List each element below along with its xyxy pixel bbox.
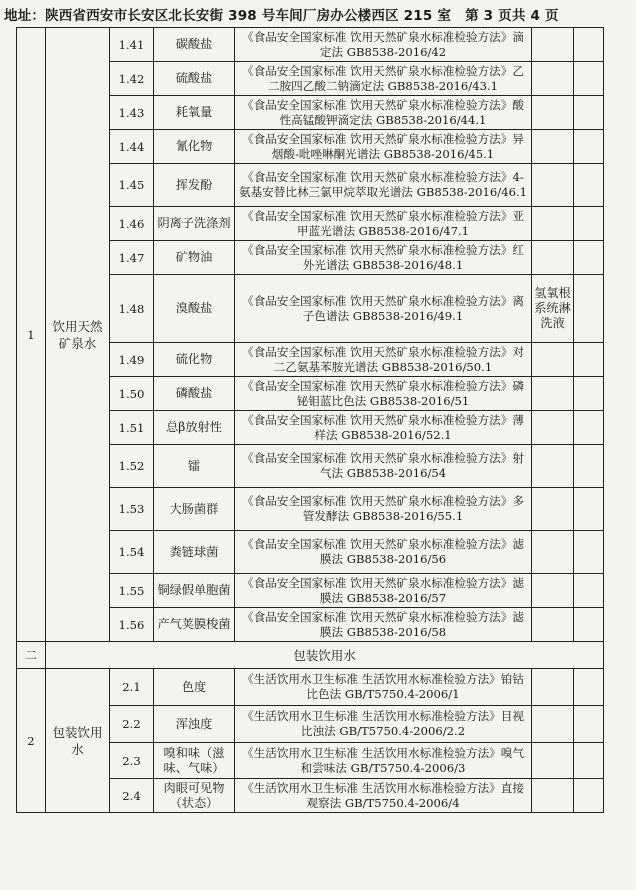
note-cell [532,488,574,531]
blank-cell [574,377,604,411]
blank-cell [574,531,604,574]
item-id: 1.42 [110,62,154,96]
section-number: 1 [17,28,46,642]
parameter-name: 嗅和味（滋味、气味） [154,743,235,779]
item-id: 2.2 [110,706,154,743]
section-number: 二 [17,642,46,669]
note-cell [532,531,574,574]
item-id: 1.44 [110,130,154,164]
blank-cell [574,96,604,130]
table-row [17,28,604,62]
parameter-name: 硫酸盐 [154,62,235,96]
blank-cell [574,164,604,207]
parameter-name: 粪链球菌 [154,531,235,574]
table-row [17,669,604,706]
item-id: 1.49 [110,343,154,377]
parameter-name: 溴酸盐 [154,275,235,343]
parameter-name: 大肠菌群 [154,488,235,531]
parameter-name: 阴离子洗涤剂 [154,207,235,241]
method-standard: 《生活饮用水卫生标准 生活饮用水标准检验方法》嗅气和尝味法 GB/T5750.4-2006/3 [235,743,532,779]
blank-cell [574,669,604,706]
parameter-name: 碳酸盐 [154,28,235,62]
note-cell [532,207,574,241]
method-standard: 《食品安全国家标准 饮用天然矿泉水标准检验方法》滤膜法 GB8538-2016/57 [235,574,532,608]
item-id: 2.1 [110,669,154,706]
blank-cell [574,130,604,164]
method-standard: 《食品安全国家标准 饮用天然矿泉水标准检验方法》酸性高锰酸钾滴定法 GB8538-2016/44.1 [235,96,532,130]
item-id: 1.48 [110,275,154,343]
note-cell [532,164,574,207]
blank-cell [574,743,604,779]
address-text: 地址：陕西省西安市长安区北长安街 398 号车间厂房办公楼西区 215 室 [4,8,452,24]
blank-cell [574,343,604,377]
item-id: 1.55 [110,574,154,608]
item-id: 1.46 [110,207,154,241]
parameter-name: 镭 [154,445,235,488]
method-standard: 《食品安全国家标准 饮用天然矿泉水标准检验方法》薄样法 GB8538-2016/52.1 [235,411,532,445]
item-id: 2.3 [110,743,154,779]
parameter-name: 肉眼可见物（状态） [154,779,235,813]
method-standard: 《生活饮用水卫生标准 生活饮用水标准检验方法》目视比浊法 GB/T5750.4-2006/2.2 [235,706,532,743]
note-cell [532,743,574,779]
method-standard: 《食品安全国家标准 饮用天然矿泉水标准检验方法》多管发酵法 GB8538-2016/55.1 [235,488,532,531]
parameter-name: 铜绿假单胞菌 [154,574,235,608]
section-number: 2 [17,669,46,813]
product-name: 包装饮用水 [46,669,110,813]
parameter-name: 挥发酚 [154,164,235,207]
item-id: 1.56 [110,608,154,642]
page-number: 第 3 页共 4 页 [465,8,559,24]
parameter-name: 磷酸盐 [154,377,235,411]
item-id: 1.53 [110,488,154,531]
method-standard: 《食品安全国家标准 饮用天然矿泉水标准检验方法》滤膜法 GB8538-2016/56 [235,531,532,574]
test-methods-table [16,27,604,813]
note-cell [532,445,574,488]
method-standard: 《食品安全国家标准 饮用天然矿泉水标准检验方法》滤膜法 GB8538-2016/58 [235,608,532,642]
blank-cell [574,241,604,275]
method-standard: 《生活饮用水卫生标准 生活饮用水标准检验方法》铂钴比色法 GB/T5750.4-2006/1 [235,669,532,706]
method-standard: 《食品安全国家标准 饮用天然矿泉水标准检验方法》红外光谱法 GB8538-2016/48.1 [235,241,532,275]
item-id: 1.45 [110,164,154,207]
note-cell [532,669,574,706]
parameter-name: 总β放射性 [154,411,235,445]
method-standard: 《食品安全国家标准 饮用天然矿泉水标准检验方法》磷铋钼蓝比色法 GB8538-2016/51 [235,377,532,411]
item-id: 1.51 [110,411,154,445]
parameter-name: 矿物油 [154,241,235,275]
method-standard: 《食品安全国家标准 饮用天然矿泉水标准检验方法》离子色谱法 GB8538-2016/49.1 [235,275,532,343]
item-id: 1.41 [110,28,154,62]
method-standard: 《食品安全国家标准 饮用天然矿泉水标准检验方法》对二乙氨基苯胺光谱法 GB8538-2016/50.1 [235,343,532,377]
blank-cell [574,574,604,608]
method-standard: 《食品安全国家标准 饮用天然矿泉水标准检验方法》乙二胺四乙酸二钠滴定法 GB8538-2016/43.1 [235,62,532,96]
blank-cell [574,28,604,62]
note-cell [532,706,574,743]
product-name: 饮用天然矿泉水 [46,28,110,642]
note-cell [532,779,574,813]
item-id: 1.54 [110,531,154,574]
note-cell [532,608,574,642]
item-id: 2.4 [110,779,154,813]
table-body [17,28,604,813]
blank-cell [574,62,604,96]
method-standard: 《生活饮用水卫生标准 生活饮用水标准检验方法》直接观察法 GB/T5750.4-2006/4 [235,779,532,813]
method-standard: 《食品安全国家标准 饮用天然矿泉水标准检验方法》射气法 GB8538-2016/54 [235,445,532,488]
parameter-name: 硫化物 [154,343,235,377]
method-standard: 《食品安全国家标准 饮用天然矿泉水标准检验方法》异烟酸-吡唑啉酮光谱法 GB8538-2016/45.1 [235,130,532,164]
blank-cell [574,411,604,445]
parameter-name: 氰化物 [154,130,235,164]
parameter-name: 耗氧量 [154,96,235,130]
blank-cell [574,445,604,488]
parameter-name: 色度 [154,669,235,706]
note-cell [532,28,574,62]
blank-cell [574,779,604,813]
item-id: 1.47 [110,241,154,275]
blank-cell [574,275,604,343]
section-header-row [17,642,604,669]
note-cell [532,62,574,96]
section-title: 包装饮用水 [46,642,604,669]
blank-cell [574,608,604,642]
item-id: 1.43 [110,96,154,130]
note-cell [532,411,574,445]
note-cell: 氢氧根系统淋洗液 [532,275,574,343]
note-cell [532,96,574,130]
blank-cell [574,706,604,743]
item-id: 1.50 [110,377,154,411]
method-standard: 《食品安全国家标准 饮用天然矿泉水标准检验方法》亚甲蓝光谱法 GB8538-2016/47.1 [235,207,532,241]
method-standard: 《食品安全国家标准 饮用天然矿泉水标准检验方法》4-氨基安替比林三氯甲烷萃取光谱法 GB8538-2016/46.1 [235,164,532,207]
blank-cell [574,488,604,531]
item-id: 1.52 [110,445,154,488]
note-cell [532,130,574,164]
page-header [4,4,632,24]
method-standard: 《食品安全国家标准 饮用天然矿泉水标准检验方法》滴定法 GB8538-2016/42 [235,28,532,62]
note-cell [532,574,574,608]
blank-cell [574,207,604,241]
note-cell [532,377,574,411]
note-cell [532,343,574,377]
parameter-name: 浑浊度 [154,706,235,743]
note-cell [532,241,574,275]
parameter-name: 产气荚膜梭菌 [154,608,235,642]
